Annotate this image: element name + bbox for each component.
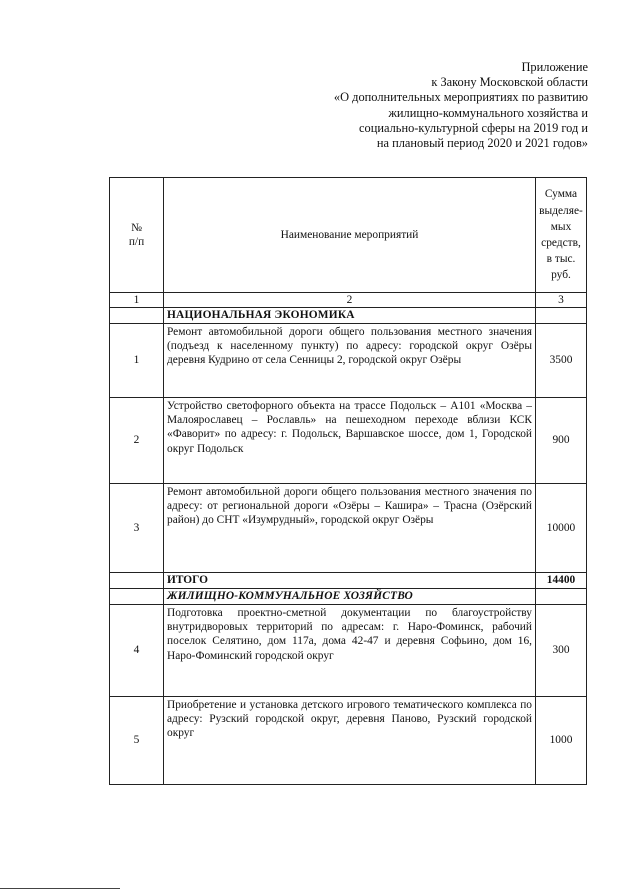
row-sum: 10000 [536,484,587,573]
row-number: 5 [110,697,164,785]
section-title: НАЦИОНАЛЬНАЯ ЭКОНОМИКА [164,308,536,324]
measures-table [109,177,587,785]
row-sum: 1000 [536,697,587,785]
row-name: Устройство светофорного объекта на трассе Подольск – А101 «Москва – Малоярославец – Рославль» на пешеходном переходе вблизи КСК «Фаворит» по адресу: г. Подольск, Варшавское шоссе, дом 1, Городской округ Подольск [164,398,536,484]
section-title: ЖИЛИЩНО-КОММУНАЛЬНОЕ ХОЗЯЙСТВО [164,589,536,605]
column-header-number [110,178,164,293]
sum-header-line: Сумма [544,188,578,201]
header-line: на плановый период 2020 и 2021 годов» [376,136,588,151]
header-line: к Закону Московской области [431,75,588,90]
row-sum: 900 [536,398,587,484]
section-row [110,589,587,605]
table-row [110,324,587,398]
table-row [110,605,587,697]
total-value: 14400 [536,573,587,589]
table-row [110,484,587,573]
column-header-number-line1: № [131,222,142,234]
column-number-row [110,293,587,308]
column-header-number-line2: п/п [128,236,145,248]
header-line: социально-культурной сферы на 2019 год и [359,120,588,135]
table-row [110,697,587,785]
row-number: 3 [110,484,164,573]
header-line: Приложение [521,60,588,74]
table-row [110,398,587,484]
row-name: Ремонт автомобильной дороги общего пользования местного значения по адресу: от региональной дороги «Озёры – Кашира» – Трасна (Озёрский район) до СНТ «Изумрудный», городской округ Озёры [164,484,536,573]
sum-header-line: руб. [551,269,571,282]
sum-header-line: мых [550,220,572,233]
total-label: ИТОГО [164,573,536,589]
row-sum: 300 [536,605,587,697]
row-number: 4 [110,605,164,697]
row-name: Ремонт автомобильной дороги общего пользования местного значения (подъезд к населенному пункту) по адресу: городской округ Озёры деревня Кудрино от села Сенницы 2, городской округ Озёры [164,324,536,398]
row-number: 2 [110,398,164,484]
row-sum: 3500 [536,324,587,398]
section-row [110,308,587,324]
column-number: 1 [110,293,164,308]
appendix-header [248,60,588,151]
sum-header-line: средств, [541,237,581,249]
column-number: 3 [536,293,587,308]
row-name: Подготовка проектно-сметной документации по благоустройству внутридворовых территорий по адресам: г. Наро-Фоминск, рабочий поселок Селятино, дом 117а, дома 42-47 и деревня Софьино, дом 16, Наро-Фоминский городской округ [164,605,536,697]
header-line: жилищно-коммунального хозяйства и [388,105,588,120]
header-line: «О дополнительных мероприятиях по развитию [333,90,588,105]
table-header-row [110,178,587,293]
column-number: 2 [164,293,536,308]
footer-rule [0,888,120,889]
row-number: 1 [110,324,164,398]
sum-header-line: выделяе- [539,204,583,217]
sum-header-line: в тыс. [546,253,576,266]
column-header-name: Наименование мероприятий [164,178,536,293]
row-name: Приобретение и установка детского игрового тематического комплекса по адресу: Рузский городской округ, деревня Паново, Рузский городской округ [164,697,536,785]
total-row [110,573,587,589]
column-header-sum [536,178,587,293]
